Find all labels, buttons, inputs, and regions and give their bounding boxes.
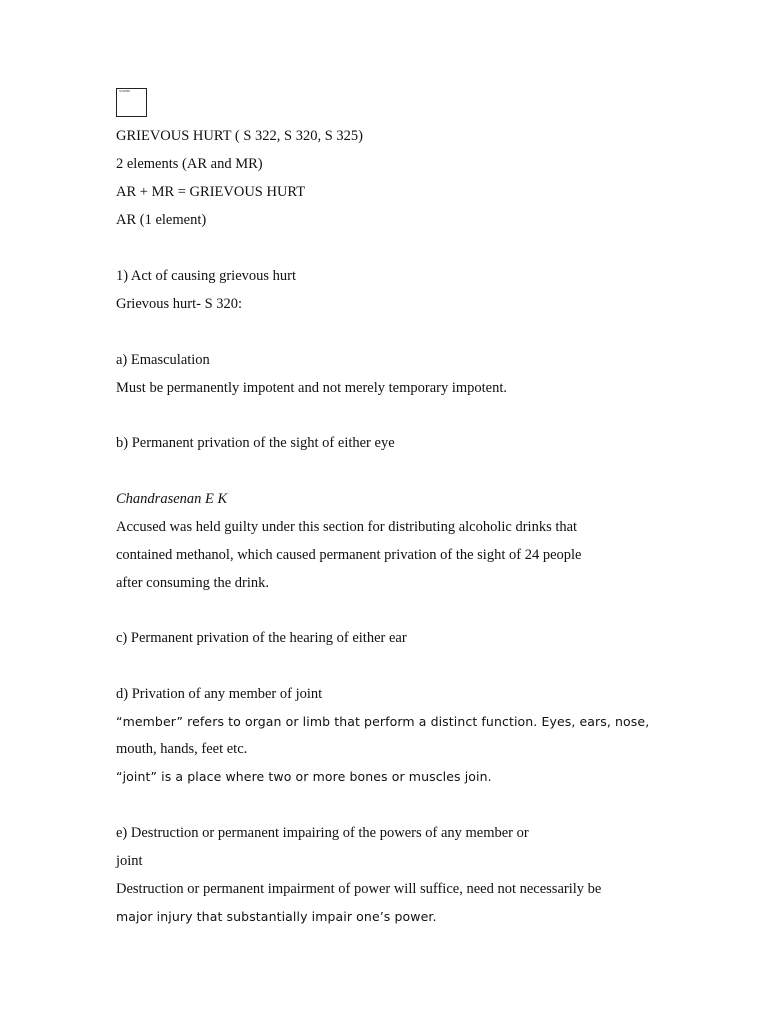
item-d-heading: d) Privation of any member of joint bbox=[116, 686, 323, 702]
case-text-line-3: after consuming the drink. bbox=[116, 575, 270, 591]
logo-text: SCRIBD bbox=[119, 89, 131, 93]
item-d-member-line-1: “member” refers to organ or limb that perform a distinct function. Eyes, ears, nose, bbox=[116, 714, 650, 729]
text-s320: Grievous hurt- S 320: bbox=[116, 296, 243, 312]
text-formula: AR + MR = GRIEVOUS HURT bbox=[116, 184, 306, 200]
item-d-member-line-2: mouth, hands, feet etc. bbox=[116, 741, 248, 757]
case-text-line-1: Accused was held guilty under this section for distributing alcoholic drinks that bbox=[116, 519, 578, 535]
case-name: Chandrasenan E K bbox=[116, 491, 228, 507]
item-d-joint: “joint” is a place where two or more bones or muscles join. bbox=[116, 769, 492, 784]
logo-box bbox=[116, 88, 147, 117]
item-e-heading-line-1: e) Destruction or permanent impairing of the powers of any member or bbox=[116, 825, 529, 841]
item-b-heading: b) Permanent privation of the sight of either eye bbox=[116, 435, 395, 451]
item-e-text-line-1: Destruction or permanent impairment of power will suffice, need not necessarily be bbox=[116, 881, 602, 897]
item-c-heading: c) Permanent privation of the hearing of either ear bbox=[116, 630, 407, 646]
case-text-line-2: contained methanol, which caused permanent privation of the sight of 24 people bbox=[116, 547, 582, 563]
item-a-heading: a) Emasculation bbox=[116, 352, 210, 368]
item-e-text-line-2: major injury that substantially impair one’s power. bbox=[116, 909, 437, 924]
heading-grievous-hurt: GRIEVOUS HURT ( S 322, S 320, S 325) bbox=[116, 128, 363, 144]
text-ar-element: AR (1 element) bbox=[116, 212, 207, 228]
item-e-heading-line-2: joint bbox=[116, 853, 143, 869]
item-a-text: Must be permanently impotent and not merely temporary impotent. bbox=[116, 380, 508, 396]
text-elements: 2 elements (AR and MR) bbox=[116, 156, 263, 172]
text-act: 1) Act of causing grievous hurt bbox=[116, 268, 297, 284]
